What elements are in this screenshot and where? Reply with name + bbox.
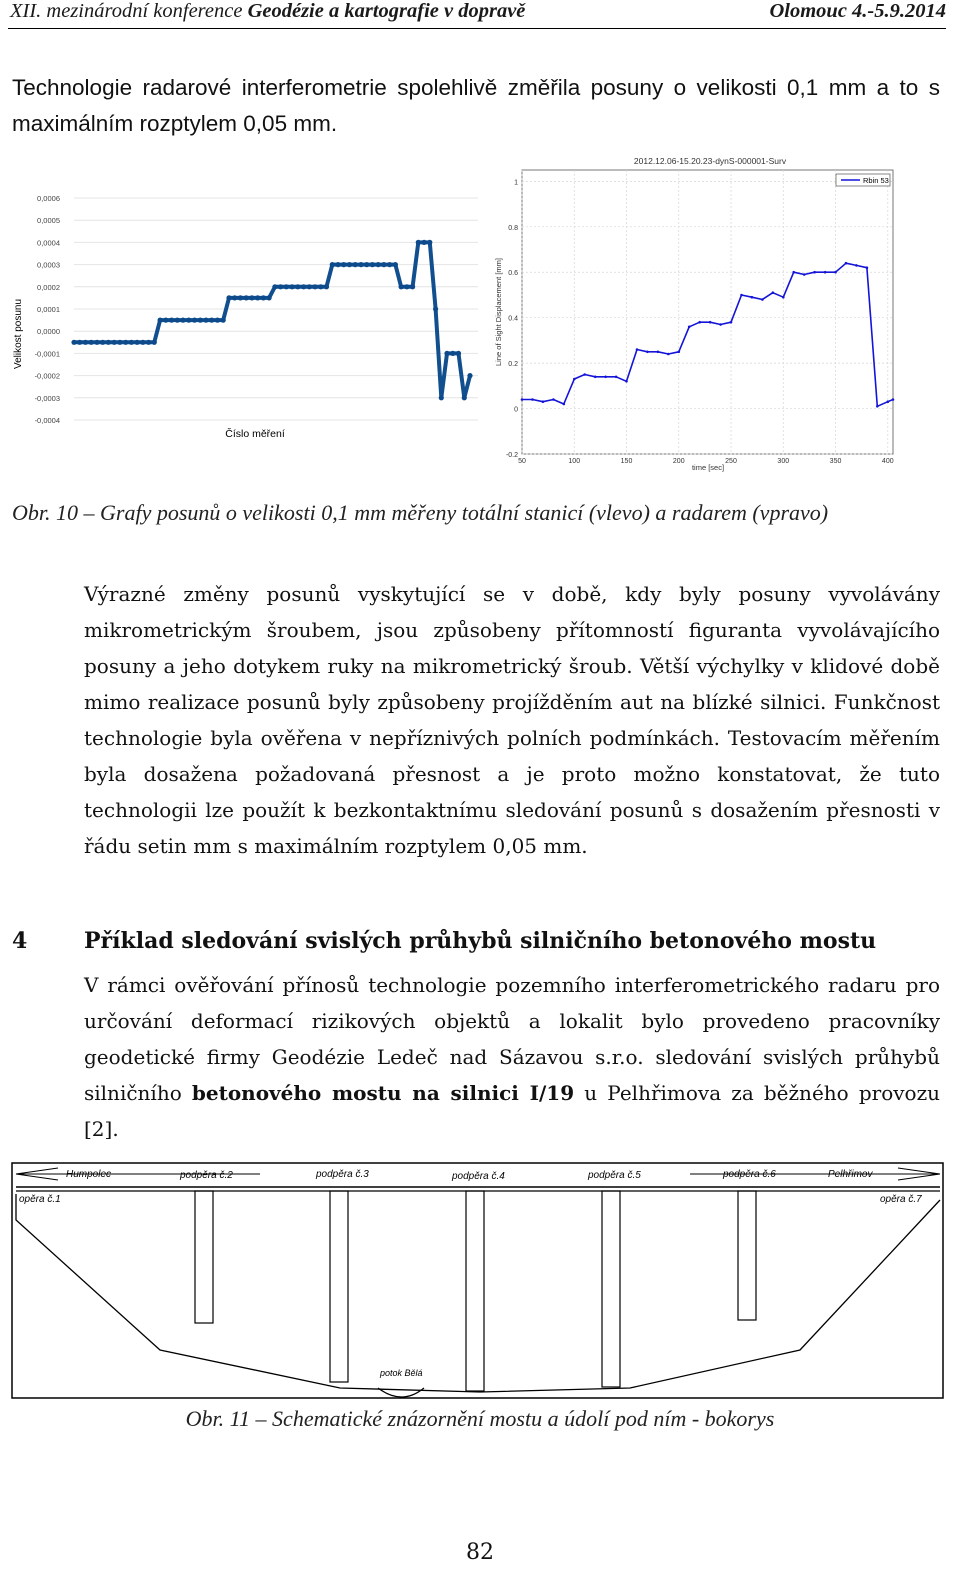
right-data-point — [761, 298, 764, 301]
left-data-point — [129, 340, 134, 345]
left-ytick-label: -0,0002 — [34, 371, 60, 381]
right-data-point — [813, 271, 816, 274]
right-data-point — [542, 400, 545, 403]
left-chart-ylabel: Velikost posunu — [13, 298, 24, 370]
right-data-point — [782, 296, 785, 299]
right-chart-ylabel: Line of Sight Displacement [mm] — [494, 258, 503, 366]
left-chart-xlabel: Číslo měření — [225, 428, 285, 440]
left-data-point — [261, 295, 266, 300]
legend-label: Rbin 53 — [863, 176, 889, 185]
pier-2-label: podpěra č.2 — [180, 1170, 233, 1181]
left-data-point — [100, 340, 105, 345]
left-ytick-label: 0,0003 — [37, 260, 60, 270]
left-data-point — [192, 318, 197, 323]
left-data-point — [462, 395, 467, 400]
left-data-point — [77, 340, 82, 345]
left-data-point — [146, 340, 151, 345]
left-data-point — [381, 262, 386, 267]
right-data-point — [719, 323, 722, 326]
right-data-point — [521, 398, 524, 401]
left-data-point — [399, 284, 404, 289]
left-data-point — [244, 295, 249, 300]
left-data-point — [272, 284, 277, 289]
right-ytick-label: 0.4 — [508, 315, 518, 323]
right-xtick-label: 100 — [568, 458, 581, 465]
left-data-point — [71, 340, 76, 345]
conference-place-date: Olomouc 4.-5.9.2014 — [769, 0, 946, 22]
left-data-point — [152, 340, 157, 345]
right-data-point — [583, 373, 586, 376]
left-ytick-label: 0,0005 — [37, 216, 60, 226]
right-data-point — [772, 291, 775, 294]
left-data-point — [169, 318, 174, 323]
left-ytick-label: 0,0002 — [37, 282, 60, 292]
left-ytick-label: 0,0000 — [37, 327, 60, 337]
right-data-point — [698, 321, 701, 324]
left-data-point — [439, 395, 444, 400]
left-data-point — [370, 262, 375, 267]
left-data-point — [358, 262, 363, 267]
left-data-point — [387, 262, 392, 267]
figure-11-caption: Obr. 11 – Schematické znázornění mostu a údolí pod ním - bokorys — [185, 1406, 775, 1431]
right-data-point — [740, 294, 743, 297]
left-data-point — [209, 318, 214, 323]
running-header — [8, 0, 946, 29]
right-data-point — [573, 378, 576, 381]
right-data-point — [876, 405, 879, 408]
left-ytick-label: -0,0001 — [34, 349, 60, 359]
right-xtick-label: 250 — [725, 458, 737, 465]
right-data-point — [866, 266, 869, 269]
page-number: 82 — [466, 1540, 494, 1565]
left-data-point — [290, 284, 295, 289]
left-ytick-label: -0,0004 — [34, 416, 60, 425]
right-data-point — [625, 380, 628, 383]
paragraph-3-text: V rámci ověřování přínosů technologie pozemního interferometrického radaru pro určování deformací rizikových objektů a lokalit bylo provedeno pracovníky geodetické firmy Geodézie Ledeč nad Sázavou s.r.o. sledování svislých průhybů silničního — [84, 973, 940, 1105]
right-data-point — [824, 271, 827, 274]
paragraph-3 — [12, 967, 940, 1147]
right-ytick-label: 1 — [514, 179, 518, 187]
right-xtick-label: 50 — [518, 458, 526, 465]
left-data-point — [238, 295, 243, 300]
left-data-point — [324, 284, 329, 289]
left-data-point — [347, 262, 352, 267]
left-data-point — [284, 284, 289, 289]
pier-4-label: podpěra č.4 — [452, 1171, 505, 1182]
right-data-point — [845, 262, 848, 265]
right-data-point — [751, 296, 754, 299]
right-data-point — [667, 353, 670, 356]
right-data-point — [709, 321, 712, 324]
left-ytick-label: 0,0006 — [37, 194, 60, 203]
right-data-point — [730, 321, 733, 324]
right-data-point — [892, 398, 895, 401]
left-data-point — [376, 262, 381, 267]
left-data-point — [255, 295, 260, 300]
abutment-1-label: opěra č.1 — [19, 1194, 61, 1205]
left-data-point — [112, 340, 117, 345]
right-data-point — [646, 351, 649, 354]
paragraph-2: Výrazné změny posunů vyskytující se v době, kdy byly posuny vyvolávány mikrometrickým šroubem, jsou způsobeny přítomností figuranta vyvolávajícího posuny a jeho dotykem ruky na mikrometrický šroub. Větší výchylky v klidové době mimo realizace posunů byly způsobeny projížděním aut na blízké silnici. Funkčnost technologie byla ověřena v nepříznivých polních podmínkách. Testovacím měřením byla dosažena požadovaná přesnost a je proto možno konstatovat, že tuto technologii lze použít k bezkontaktnímu sledování posunů s dosažením přesnosti v řádu setin mm s maximálním rozptylem 0,05 mm. — [84, 582, 940, 858]
left-data-point — [456, 351, 461, 356]
left-chart — [8, 186, 478, 448]
right-ytick-label: 0 — [514, 406, 518, 414]
left-data-point — [140, 340, 145, 345]
left-data-point — [341, 262, 346, 267]
right-data-point — [887, 400, 890, 403]
left-data-point — [427, 240, 432, 245]
left-data-point — [312, 284, 317, 289]
left-data-point — [163, 318, 168, 323]
left-data-point — [267, 295, 272, 300]
right-data-point — [636, 348, 639, 351]
left-data-point — [278, 284, 283, 289]
left-data-point — [335, 262, 340, 267]
left-data-point — [404, 284, 409, 289]
left-data-point — [410, 284, 415, 289]
pier-6-label: podpěra č.6 — [723, 1169, 776, 1180]
left-data-point — [221, 318, 226, 323]
left-data-point — [422, 240, 427, 245]
right-data-point — [792, 271, 795, 274]
humpolec-label: Humpolec — [66, 1169, 112, 1180]
section-number: 4 — [12, 928, 28, 954]
left-data-point — [198, 318, 203, 323]
left-data-point — [215, 318, 220, 323]
right-data-point — [615, 376, 618, 379]
right-data-point — [552, 398, 555, 401]
pier-5-label: podpěra č.5 — [588, 1170, 641, 1181]
left-data-point — [106, 340, 111, 345]
pelhrimov-label: Pelhřimov — [828, 1169, 873, 1180]
right-data-point — [604, 376, 607, 379]
left-data-point — [353, 262, 358, 267]
left-data-point — [444, 351, 449, 356]
left-data-point — [117, 340, 122, 345]
right-xtick-label: 200 — [672, 458, 685, 465]
left-data-point — [203, 318, 208, 323]
left-series-line — [74, 242, 470, 397]
left-data-point — [249, 295, 254, 300]
paragraph-3-bold: betonového mostu na silnici I/19 — [191, 1081, 575, 1105]
bridge-diagram — [10, 1160, 946, 1402]
left-data-point — [364, 262, 369, 267]
right-data-point — [803, 273, 806, 276]
left-data-point — [330, 262, 335, 267]
left-ytick-label: 0,0004 — [37, 238, 60, 248]
right-data-point — [688, 326, 691, 329]
left-data-point — [175, 318, 180, 323]
left-data-point — [158, 318, 163, 323]
right-ytick-label: 0.2 — [508, 361, 518, 369]
right-chart — [480, 150, 900, 476]
right-data-point — [594, 376, 597, 379]
left-data-point — [295, 284, 300, 289]
left-data-point — [226, 295, 231, 300]
right-xtick-label: 350 — [829, 458, 842, 465]
left-data-point — [232, 295, 237, 300]
right-ytick-label: -0.2 — [505, 452, 518, 459]
right-chart-title: 2012.12.06-15.20.23-dynS-000001-Surv — [633, 156, 787, 166]
right-data-point — [855, 264, 858, 267]
left-data-point — [186, 318, 191, 323]
right-chart-xlabel: time [sec] — [691, 463, 725, 472]
right-data-point — [834, 271, 837, 274]
right-chart-frame — [522, 170, 893, 454]
left-data-point — [416, 240, 421, 245]
left-data-point — [393, 262, 398, 267]
creek-label: potok Bělá — [380, 1368, 423, 1378]
left-data-point — [180, 318, 185, 323]
right-chart-legend — [836, 174, 890, 186]
paragraph-3-end: u Pelhřimova za běžného provozu [2]. — [84, 1081, 940, 1141]
intro-paragraph: Technologie radarové interferometrie spolehlivě změřila posuny o velikosti 0,1 mm a to s maximálním rozptylem 0,05 mm. — [12, 75, 940, 136]
left-data-point — [94, 340, 99, 345]
abutment-7-label: opěra č.7 — [880, 1194, 922, 1205]
left-data-point — [301, 284, 306, 289]
right-data-point — [657, 351, 660, 354]
conference-title: XII. mezinárodní konference Geodézie a kartografie v dopravě — [10, 0, 526, 22]
left-data-point — [307, 284, 312, 289]
right-data-point — [531, 398, 534, 401]
right-xtick-label: 150 — [620, 458, 633, 465]
right-xtick-label: 300 — [777, 458, 790, 465]
right-data-point — [678, 351, 681, 354]
right-xtick-label: 400 — [881, 458, 894, 465]
left-data-point — [433, 306, 438, 311]
figure-10-caption: Obr. 10 – Grafy posunů o velikosti 0,1 mm měřeny totální stanicí (vlevo) a radarem (vpravo) — [12, 500, 829, 525]
left-data-point — [135, 340, 140, 345]
right-ytick-label: 0.8 — [508, 224, 518, 232]
left-data-point — [318, 284, 323, 289]
left-data-point — [123, 340, 128, 345]
left-data-point — [83, 340, 88, 345]
section-title: Příklad sledování svislých průhybů silničního betonového mostu — [84, 928, 877, 954]
left-ytick-label: 0,0001 — [37, 305, 60, 314]
pier-3-label: podpěra č.3 — [316, 1169, 369, 1180]
right-ytick-label: 0.6 — [508, 270, 518, 278]
left-data-point — [467, 373, 472, 378]
left-data-point — [89, 340, 94, 345]
left-ytick-label: -0,0003 — [34, 393, 60, 403]
left-data-point — [450, 351, 455, 356]
right-data-point — [563, 403, 566, 406]
